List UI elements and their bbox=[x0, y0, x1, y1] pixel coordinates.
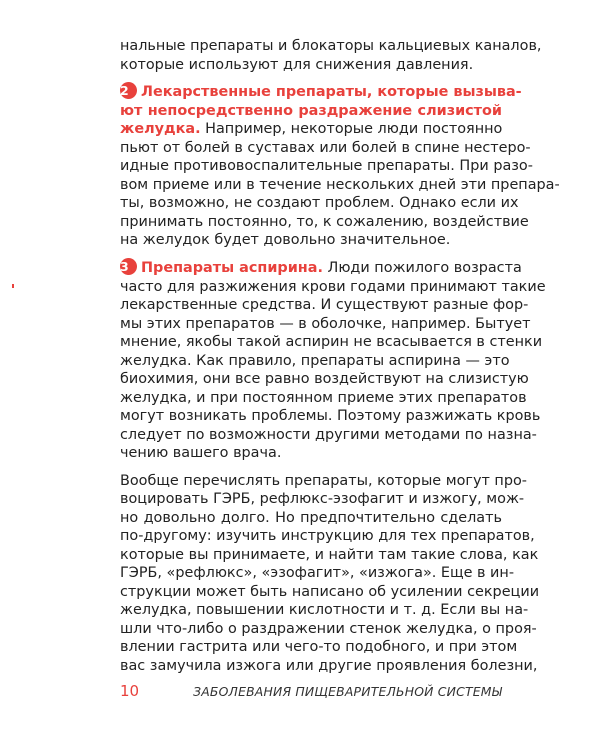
highlighted-heading: Препараты аспирина. bbox=[141, 260, 323, 276]
text-line: которые вы принимаете, и найти там такие слова, как bbox=[120, 547, 539, 563]
text-line: вом приеме или в течение нескольких дней эти препара- bbox=[120, 177, 560, 193]
text-line: вас замучила изжога или другие проявления болезни, bbox=[120, 658, 538, 674]
highlighted-heading: Лекарственные препараты, которые вызыва- bbox=[141, 84, 522, 100]
edge-mark bbox=[12, 284, 14, 288]
text-line: желудка, и при постоянном приеме этих препаратов bbox=[120, 390, 527, 406]
text-line: на желудок будет довольно значительное. bbox=[120, 232, 451, 248]
text-line: биохимия, они все равно воздействуют на слизистую bbox=[120, 371, 529, 387]
text-line: желудка, повышении кислотности и т. д. Если вы на- bbox=[120, 602, 529, 618]
list-number-badge: 3 bbox=[120, 258, 137, 275]
body-text: Люди пожилого возраста bbox=[322, 260, 522, 276]
page-number: 10 bbox=[120, 682, 140, 700]
text-line: нальные препараты и блокаторы кальциевых каналов, bbox=[120, 38, 542, 54]
text-line: воцировать ГЭРБ, рефлюкс-эзофагит и изжогу, мож- bbox=[120, 491, 525, 507]
text-line: влении гастрита или чего-то подобного, и при этом bbox=[120, 639, 518, 655]
text-line: следует по возможности другими методами по назна- bbox=[120, 427, 537, 443]
body-text: Например, некоторые люди постоянно bbox=[200, 121, 503, 137]
text-line: часто для разжижения крови годами принимают такие bbox=[120, 279, 546, 295]
text-line: принимать постоянно, то, к сожалению, воздействие bbox=[120, 214, 529, 230]
text-line: шли что-либо о раздражении стенок желудка, о проя- bbox=[120, 621, 537, 637]
list-number-badge: 2 bbox=[120, 82, 137, 99]
highlighted-heading: ют непосредственно раздражение слизистой bbox=[120, 103, 502, 119]
text-line bbox=[120, 258, 522, 278]
text-line bbox=[120, 82, 522, 102]
text-line bbox=[120, 119, 502, 139]
text-line: мы этих препаратов — в оболочке, например. Бытует bbox=[120, 316, 531, 332]
text-line: струкции может быть написано об усилении секреции bbox=[120, 584, 540, 600]
text-line: чению вашего врача. bbox=[120, 445, 282, 461]
text-line: которые используют для снижения давления. bbox=[120, 57, 474, 73]
text-line: ты, возможно, не создают проблем. Однако если их bbox=[120, 195, 519, 211]
text-line: идные противовоспалительные препараты. При разо- bbox=[120, 158, 533, 174]
text-line: по-другому: изучить инструкцию для тех препаратов, bbox=[120, 528, 535, 544]
text-line: пьют от болей в суставах или болей в спине нестеро- bbox=[120, 140, 531, 156]
text-line: могут возникать проблемы. Поэтому разжижать кровь bbox=[120, 408, 541, 424]
text-line: мнение, якобы такой аспирин не всасывается в стенки bbox=[120, 334, 543, 350]
text-line: желудка. Как правило, препараты аспирина — это bbox=[120, 353, 510, 369]
text-line: Вообще перечислять препараты, которые могут про- bbox=[120, 473, 527, 489]
text-line: лекарственные средства. И существуют разные фор- bbox=[120, 297, 529, 313]
text-line: ГЭРБ, «рефлюкс», «эзофагит», «изжога». Еще в ин- bbox=[120, 565, 515, 581]
highlighted-heading: желудка. bbox=[120, 121, 201, 137]
text-line: но довольно долго. Но предпочтительно сделать bbox=[120, 510, 502, 526]
text-line bbox=[120, 101, 502, 121]
running-footer-title: ЗАБОЛЕВАНИЯ ПИЩЕВАРИТЕЛЬНОЙ СИСТЕМЫ bbox=[193, 684, 502, 699]
